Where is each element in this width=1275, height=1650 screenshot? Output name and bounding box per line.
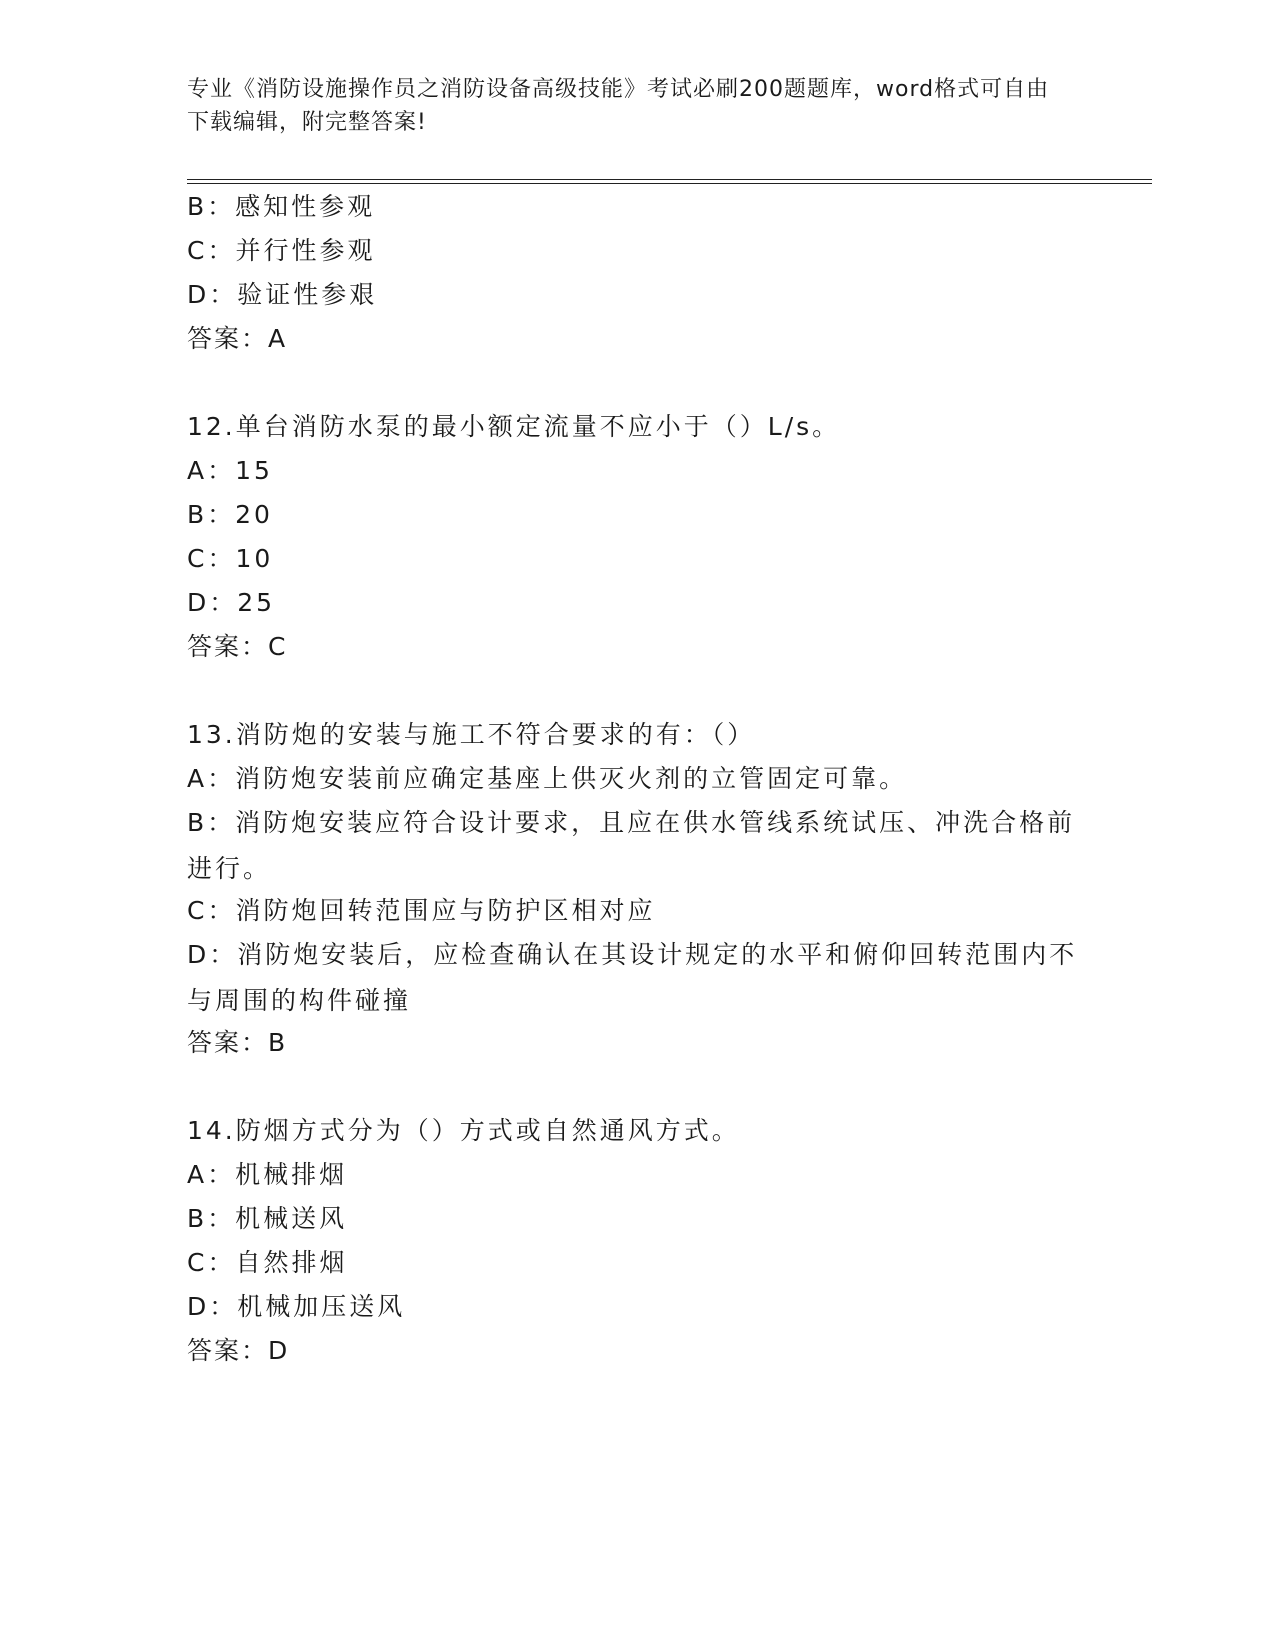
- option-b: B：20: [187, 500, 273, 529]
- option-b: B：机械送风: [187, 1204, 348, 1233]
- option-c: C：自然排烟: [187, 1248, 348, 1277]
- option-d: D：25: [187, 588, 276, 617]
- option-b: B：感知性参观: [187, 192, 376, 221]
- option-b: B：消防炮安装应符合设计要求，且应在供水管线系统试压、冲洗合格前进行。: [187, 808, 1076, 883]
- option-a: A：机械排烟: [187, 1160, 348, 1189]
- option-d: D：验证性参艰: [187, 280, 378, 309]
- option-a: A：消防炮安装前应确定基座上供灭火剂的立管固定可靠。: [187, 764, 908, 793]
- option-c: C：并行性参观: [187, 236, 376, 265]
- option-d: D：机械加压送风: [187, 1292, 406, 1321]
- option-c: C：10: [187, 544, 274, 573]
- header-divider-top: [187, 179, 1152, 180]
- answer: 答案：D: [187, 1336, 290, 1365]
- question-14: 14.防烟方式分为（）方式或自然通风方式。: [187, 1116, 740, 1145]
- answer: 答案：A: [187, 324, 288, 353]
- question-12: 12.单台消防水泵的最小额定流量不应小于（）L/s。: [187, 412, 841, 441]
- header-divider-bottom: [187, 183, 1152, 184]
- answer: 答案：C: [187, 632, 288, 661]
- option-d: D：消防炮安装后，应检查确认在其设计规定的水平和俯仰回转范围内不与周围的构件碰撞: [187, 940, 1078, 1015]
- option-a: A：15: [187, 456, 273, 485]
- document-header: 专业《消防设施操作员之消防设备高级技能》考试必刷200题题库，word格式可自由下载编辑，附完整答案!: [187, 77, 1050, 135]
- question-13: 13.消防炮的安装与施工不符合要求的有：（）: [187, 720, 756, 749]
- answer: 答案：B: [187, 1028, 288, 1057]
- option-c: C：消防炮回转范围应与防护区相对应: [187, 896, 656, 925]
